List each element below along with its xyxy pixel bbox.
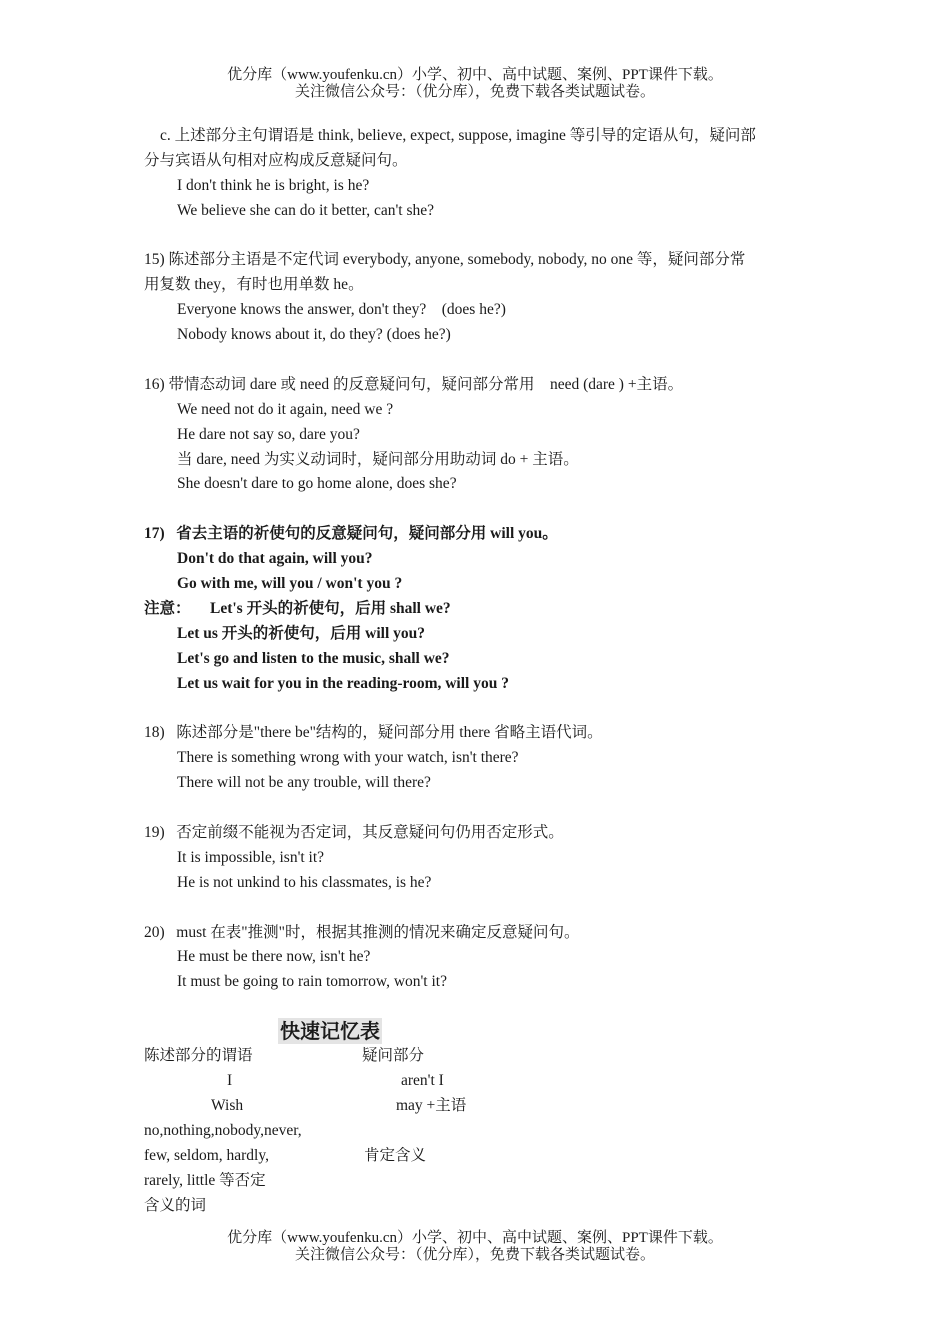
section-c-line-1: c. 上述部分主句谓语是 think, believe, expect, suppose, imagine 等引导的定语从句，疑问部 [160, 127, 756, 144]
table-row3-left-2: few, seldom, hardly, [144, 1147, 269, 1164]
example-sentence: There is something wrong with your watch, isn't there? [177, 749, 519, 767]
table-row3-left-4: 含义的词 [144, 1197, 207, 1214]
rule-17-note [144, 597, 814, 622]
table-row3-left-3: rarely, little 等否定 [144, 1172, 266, 1189]
rule-15-line-1: 15) 陈述部分主语是不定代词 everybody, anyone, somebody, nobody, no one 等，疑问部分常 [144, 251, 746, 269]
example-sentence: It is impossible, isn't it? [177, 848, 325, 866]
table-row2-right: may +主语 [396, 1097, 467, 1114]
example-sentence: We believe she can do it better, can't she? [177, 201, 434, 219]
example-sentence: I don't think he is bright, is he? [177, 176, 370, 194]
example-sentence: He must be there now, isn't he? [177, 948, 371, 966]
note-text: Let's 开头的祈使句，后用 shall we? [210, 599, 451, 617]
example-sentence: Nobody knows about it, do they? (does he?) [177, 326, 451, 344]
page-header [0, 67, 950, 101]
table-row3-right: 肯定含义 [364, 1147, 427, 1164]
table-row1-right: aren't I [401, 1072, 444, 1089]
rule-20-heading: 20) must 在表"推测"时，根据其推测的情况来确定反意疑问句。 [144, 923, 580, 941]
example-sentence: She doesn't dare to go home alone, does she? [177, 475, 457, 493]
table-row1-left: I [227, 1072, 233, 1089]
rule-17-note-2: Let us 开头的祈使句，后用 will you? [177, 624, 426, 642]
page-footer [0, 1230, 950, 1264]
rule-15-line-2: 用复数 they，有时也用单数 he。 [144, 276, 364, 294]
table-col2-header: 疑问部分 [362, 1047, 425, 1064]
example-sentence: Let us wait for you in the reading-room, will you ? [177, 674, 509, 692]
footer-line-2: 关注微信公众号：（优分库），免费下载各类试题试卷。 [294, 1247, 655, 1263]
rule-19-heading: 19) 否定前缀不能视为否定词，其反意疑问句仍用否定形式。 [144, 823, 564, 841]
example-sentence: He dare not say so, dare you? [177, 425, 360, 443]
note-label: 注意： [144, 599, 191, 617]
example-sentence: Let's go and listen to the music, shall we? [177, 649, 450, 667]
table-row2-left: Wish [211, 1097, 244, 1114]
header-line-1: 优分库（www.youfenku.cn）小学、初中、高中试题、案例、PPT课件下载。 [227, 67, 723, 83]
footer-line-1: 优分库（www.youfenku.cn）小学、初中、高中试题、案例、PPT课件下载。 [227, 1230, 723, 1246]
example-sentence: Don't do that again, will you? [177, 550, 373, 568]
example-sentence: Go with me, will you / won't you ? [177, 575, 403, 593]
rule-16-heading: 16) 带情态动词 dare 或 need 的反意疑问句，疑问部分常用 need (dare ) +主语。 [144, 375, 684, 393]
document-body [144, 124, 814, 995]
example-sentence: We need not do it again, need we ? [177, 400, 394, 418]
header-line-2: 关注微信公众号：（优分库），免费下载各类试题试卷。 [294, 84, 655, 100]
section-c-line-2: 分与宾语从句相对应构成反意疑问句。 [144, 151, 408, 169]
example-sentence: There will not be any trouble, will there? [177, 774, 431, 792]
example-sentence: It must be going to rain tomorrow, won't it? [177, 973, 447, 991]
table-col1-header: 陈述部分的谓语 [144, 1047, 253, 1064]
memory-table-title: 快速记忆表 [280, 1019, 380, 1043]
example-sentence: He is not unkind to his classmates, is he? [177, 873, 432, 891]
example-sentence: Everyone knows the answer, don't they? (does he?) [177, 301, 506, 319]
rule-16-note: 当 dare, need 为实义动词时，疑问部分用助动词 do + 主语。 [177, 450, 579, 468]
rule-17-heading: 17) 省去主语的祈使句的反意疑问句，疑问部分用 will you。 [144, 525, 558, 543]
rule-18-heading: 18) 陈述部分是"there be"结构的，疑问部分用 there 省略主语代词。 [144, 724, 603, 742]
table-row3-left-1: no,nothing,nobody,never, [144, 1122, 302, 1139]
